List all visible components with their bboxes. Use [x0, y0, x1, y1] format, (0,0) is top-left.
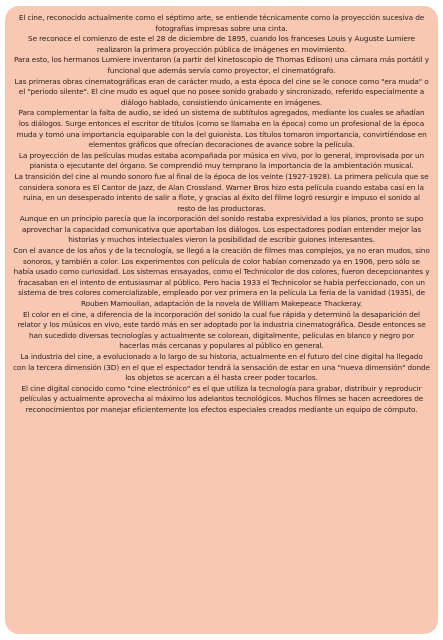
paragraph: El color en el cine, a diferencia de la incorporación del sonido la cual fue rápida y determinó la desaparición del relator y los músicos en vivo, este tardó más en ser adoptado por la industria cinematográfica. Desde entonces se han sucedido diversas tecnologías y actualmente se colorean, digitalmente, películas en blanco y negro por hacerlas más cercanas y populares al público en general. — [17, 309, 426, 351]
paragraph: El cine, reconocido actualmente como el séptimo arte, se entiende técnicamente como la proyección sucesiva de fotografías impresas sobre una cinta. — [18, 13, 425, 33]
paragraph: El cine digital conocido como "cine electrónico" es el que utiliza la tecnología para grabar, distribuir y reproducir películas y actualmente aprovecha al máximo los adelantos tecnológicos. Muchos filmes se hacen acreedores de reconocimientos por manejar eficientemente los efectos especiales creados mediante un equipo de cómputo. — [19, 383, 424, 414]
paragraph: Para complementar la falta de audio, se ideó un sistema de subtítulos agregados, mediante los cuales se añadían los diálogos. Surge entonces el escritor de títulos (como se llamaba en la época) como un profesional de la época muda y tomó una importancia equiparable con la del guionista. Los títulos tomaron importancia, convirtiéndose en elementos gráficos que ofrecían decoraciones de avance sobre la película. — [16, 108, 427, 150]
paragraph: Para esto, los hermanos Lumiere inventaron (a partir del kinetoscopio de Thomas Edison) una cámara más portátil y funcional que además servía como proyector, el cinematógrafo. — [13, 55, 430, 75]
paragraph: La industria del cine, a evolucionado a lo largo de su historia, actualmente en el futuro del cine digital ha llegado con la tercera dimensión (3D) en el que el espectador tendrá la sensación de estar en una "nueva dimensión" donde los objetos se acercan a él hasta creer poder tocarlos. — [13, 352, 430, 383]
paragraph: La transición del cine al mundo sonoro fue al final de la época de los veinte (1927-1928). La primera película que se considera sonora es El Cantor de Jazz, de Alan Crossland. Warner Bros hizo esta película cuando estaba casi en la ruina, en un desesperado intento de salir a flote, y gracias al éxito del filme logró resurgir e impuso el sonido al resto de las productoras. — [14, 171, 429, 213]
paragraph: Con el avance de los años y de la tecnología, se llegó a la creación de filmes mas complejos, ya no eran mudos, sino sonoros, y también a color. Los experimentos con película de color habían comenzado ya en 1906, pero sólo se había usado como curiosidad. Los sistemas ensayados, como el Technicolor de dos colores, fueron decepcionantes y fracasaban en el intento de entusiasmar al público. Pero hacia 1933 el Technicolor se había perfeccionado, con un sistema de tres colores comercializable, empleado por vez primera en la película La feria de la vanidad (1935), de Rouben Mamoulian, adaptación de la novela de William Makepeace Thackeray. — [13, 246, 430, 309]
paragraph: Aunque en un principio parecía que la incorporación del sonido restaba expresividad a los planos, pronto se supo aprovechar la capacidad comunicativa que aportaban los diálogos. Los espectadores podían entender mejor las historias y muchos intelectuales vieron la posibilidad de escribir guiones interesantes. — [19, 214, 424, 245]
paragraph: Se reconoce el comienzo de este el 28 de diciembre de 1895, cuando los franceses Louis y Auguste Lumiere realizaron la primera proyección pública de imágenes en movimiento. — [28, 34, 415, 54]
document-body — [13, 13, 430, 416]
text-card — [5, 6, 438, 634]
paragraph: Las primeras obras cinematográficas eran de carácter mudo, a esta época del cine se le conoce como "era muda" o el "periodo silente". El cine mudo es aquel que no posee sonido grabado y sincronizado, referido especialmente a diálogo hablado, consistiendo únicamente en imágenes. — [14, 76, 429, 107]
paragraph: La proyección de las películas mudas estaba acompañada por música en vivo, por lo general, improvisada por un pianista o ejecutante del órgano. Se comprendió muy temprano la importancia de la ambientación musical. — [18, 150, 425, 171]
